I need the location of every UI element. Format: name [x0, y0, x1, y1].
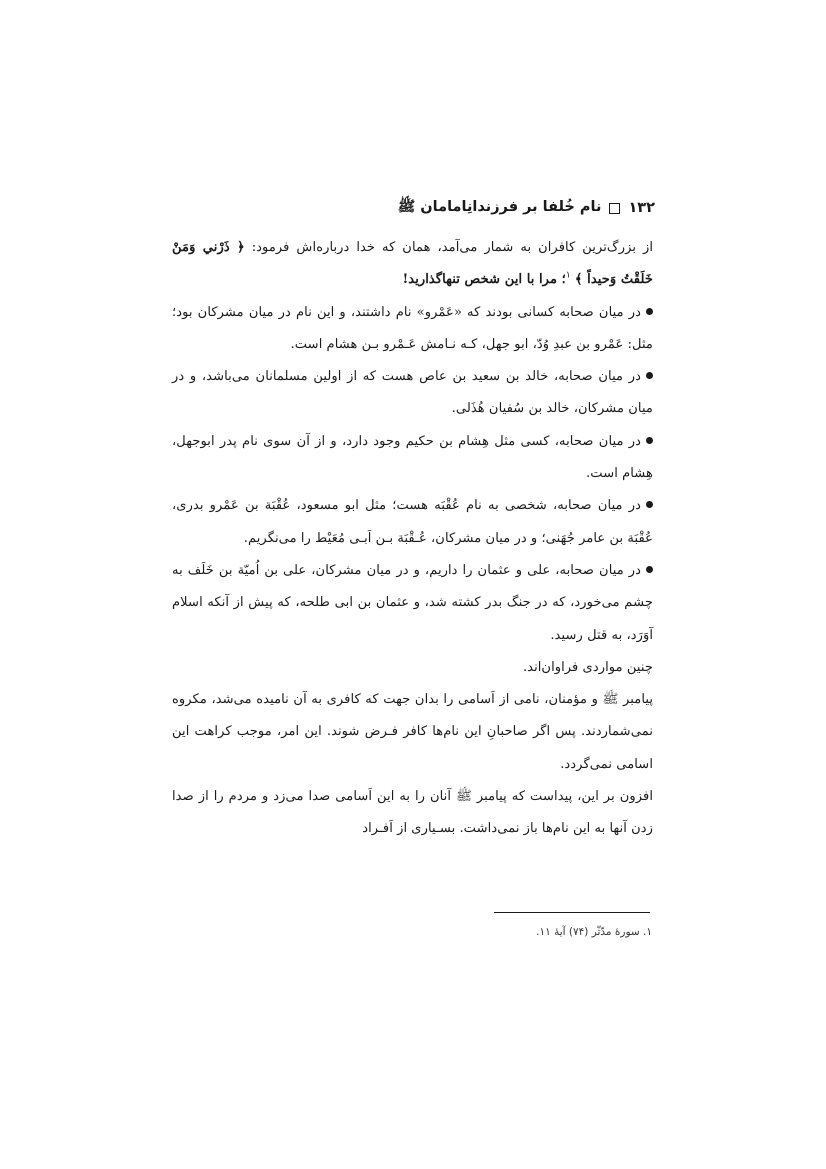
- paragraph-3-text: در میان صحابه، خالد بن سعید بن عاص هست که از اولین مسلمانان می‌باشد، و در میان مشرکان، خالد بن سُفیان هُذَلی.: [172, 369, 653, 417]
- running-title: نام خُلفا بر فرزندانِامامان ﷺ: [397, 198, 602, 215]
- bullet-icon: [646, 566, 653, 573]
- paragraph-4: [172, 426, 653, 491]
- bullet-icon: [646, 308, 653, 315]
- footnote: ۱. سورهٔ مدّثّر (۷۴) آیهٔ ۱۱.: [536, 926, 652, 938]
- paragraph-9: افزون بر این، پیداست که پیامبر ﷺ آنان را به این اَسامی صدا می‌زد و مردم را از صدا زدن آنها به این نام‌ها باز نمی‌داشت. بسـیاری از اَفـراد: [172, 789, 653, 837]
- paragraph-1-text: از بزرگ‌ترین کافران به شمار می‌آمد، همان که خدا درباره‌اش فرمود:: [251, 240, 653, 255]
- paragraph-2-text: در میان صحابه کسانی بودند که «عَمْرو» نام داشتند، و این نام در میان مشرکان بود؛ مثل: عَمْرو بن عبدِ وُدّ، ابو جهل، کـه نـامش عَـمْرو بـن هشام است.: [172, 304, 653, 352]
- paragraph-1-tail: ؛ مرا با این شخص تنهاگذارید!: [402, 272, 566, 288]
- paragraph-1: [172, 232, 653, 297]
- footnote-divider: [494, 912, 650, 913]
- body-text: [172, 232, 653, 846]
- square-ornament-icon: [609, 203, 620, 214]
- footnote-marker: ۱: [565, 270, 571, 281]
- paragraph-6: [172, 555, 653, 652]
- paragraph-5-text: در میان صحابه، شخصی به نام عُقْبَه هست؛ مثل ابو مسعود، عُقْبَة بن عَمْرو بدری، عُقْبَة بن عامر جُهَنی؛ و در میان مشرکان، عُـقْبَة بـن اَبـی مُعَیْط را می‌نگریم.: [172, 498, 653, 546]
- paragraph-6-text: در میان صحابه، علی و عثمان را داریم، و در میان مشرکان، علی بن اُمیّة بن خَلَف به چشم می‌خورد، که در جنگ بدر کشته شد، و عثمان بن ابی طلحه، که پیش از آنکه اسلام آوَرَد، به قتل رسید.: [172, 562, 653, 643]
- paragraph-8: پیامبر ﷺ و مؤمنان، نامی از اَسامی را بدان جهت که کافری به آن نامیده می‌شد، مکروه نمی‌شماردند. پس اگر صاحبانِ این نام‌ها کافر فـرض شوند. این امر، موجب کراهت این اسامی نمی‌گردد.: [172, 692, 653, 772]
- paragraph-7: چنین مواردی فراوان‌اند.: [522, 659, 653, 675]
- running-header: [175, 196, 655, 220]
- paragraph-4-text: در میان صحابه، کسی مثل هِشام بن حکیم وجود دارد، و از آن سوی نام پدر ابوجهل، هِشام است.: [172, 433, 653, 482]
- bullet-icon: [646, 372, 653, 379]
- paragraph-2: [172, 297, 653, 362]
- paragraph-3: [172, 361, 653, 426]
- paragraph-5: [172, 490, 653, 555]
- bullet-icon: [646, 501, 653, 508]
- bullet-icon: [646, 437, 653, 444]
- quran-verse: ﴿ ذَرْني وَمَنْ خَلَقْتُ وَحيداً ﴾: [172, 240, 653, 288]
- page-number: ۱۳۲: [628, 200, 655, 216]
